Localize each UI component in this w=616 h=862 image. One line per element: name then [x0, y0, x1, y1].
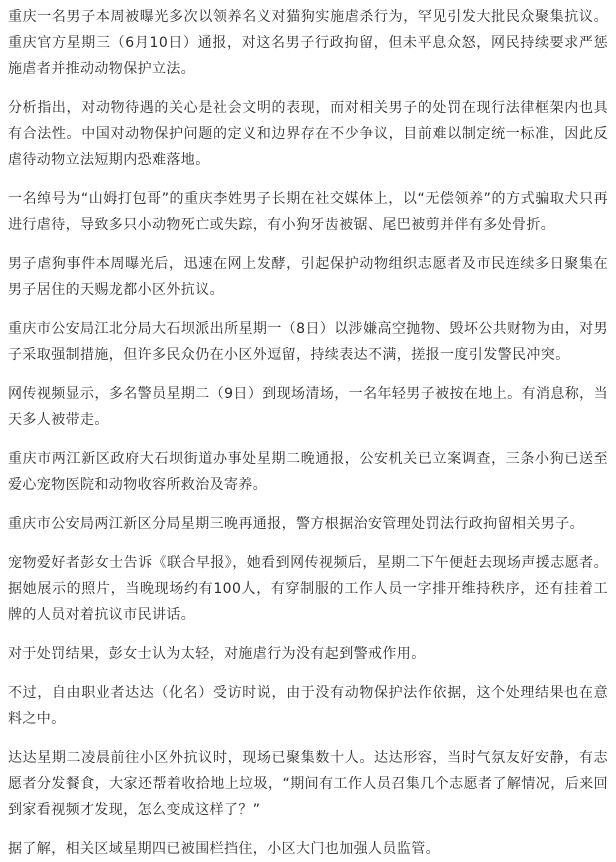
- article-paragraph-3: 一名绰号为“山姆打包哥”的重庆李姓男子长期在社交媒体上，以“无偿领养”的方式骗取犬只再进行虐待，导致多只小动物死亡或失踪，有小狗牙齿被锯、尾巴被剪并伴有多处骨折。: [8, 191, 608, 233]
- article-paragraph-13: 据了解，相关区域星期四已被围栏挡住，小区大门也加强人员监管。: [8, 841, 440, 857]
- article-paragraph-12: 达达星期二凌晨前往小区外抗议时，现场已聚集数十人。达达形容，当时气氛友好安静，有志愿者分发餐食，大家还帮着收拾地上垃圾，“期间有工作人员召集几个志愿者了解情况，后来回到家看视频才发现，怎么变成这样了？”: [8, 750, 608, 818]
- article-paragraph-2: 分析指出，对动物待遇的关心是社会文明的表现，而对相关男子的处罚在现行法律框架内也具有合法性。中国对动物保护问题的定义和边界存在不少争议，目前难以制定统一标准，因此反虐待动物立法短期内恐难落地。: [8, 100, 608, 168]
- article-paragraph-7: 重庆市两江新区政府大石坝街道办事处星期二晚通报，公安机关已立案调查，三条小狗已送至爱心宠物医院和动物收容所救治及寄养。: [8, 451, 608, 493]
- article-paragraph-6: 网传视频显示，多名警员星期二（9日）到现场清场，一名年轻男子被按在地上。有消息称，当天多人被带走。: [8, 386, 608, 428]
- article-paragraph-4: 男子虐狗事件本周曝光后，迅速在网上发酵，引起保护动物组织志愿者及市民连续多日聚集在男子居住的天赐龙都小区外抗议。: [8, 256, 608, 298]
- article-paragraph-1: 重庆一名男子本周被曝光多次以领养名义对猫狗实施虐杀行为，罕见引发大批民众聚集抗议。重庆官方星期三（6月10日）通报，对这名男子行政拘留，但未平息众怒，网民持续要求严惩施虐者并推动动物保护立法。: [8, 9, 608, 77]
- article-paragraph-11: 不过，自由职业者达达（化名）受访时说，由于没有动物保护法作依据，这个处理结果也在意料之中。: [8, 685, 608, 727]
- article-paragraph-9: 宠物爱好者彭女士告诉《联合早报》，她看到网传视频后，星期二下午便赶去现场声援志愿者。据她展示的照片，当晚现场约有100人，有穿制服的工作人员一字排开维持秩序，还有挂着工牌的人员对着抗议市民讲话。: [8, 555, 608, 623]
- article-paragraph-10: 对于处罚结果，彭女士认为太轻，对施虐行为没有起到警戒作用。: [8, 646, 426, 662]
- article-paragraph-5: 重庆市公安局江北分局大石坝派出所星期一（8日）以涉嫌高空抛物、毁坏公共财物为由，对男子采取强制措施，但许多民众仍在小区外逗留，持续表达不满，搓报一度引发警民冲突。: [8, 321, 608, 363]
- article-paragraph-8: 重庆市公安局两江新区分局星期三晚再通报，警方根据治安管理处罚法行政拘留相关男子。: [8, 516, 584, 532]
